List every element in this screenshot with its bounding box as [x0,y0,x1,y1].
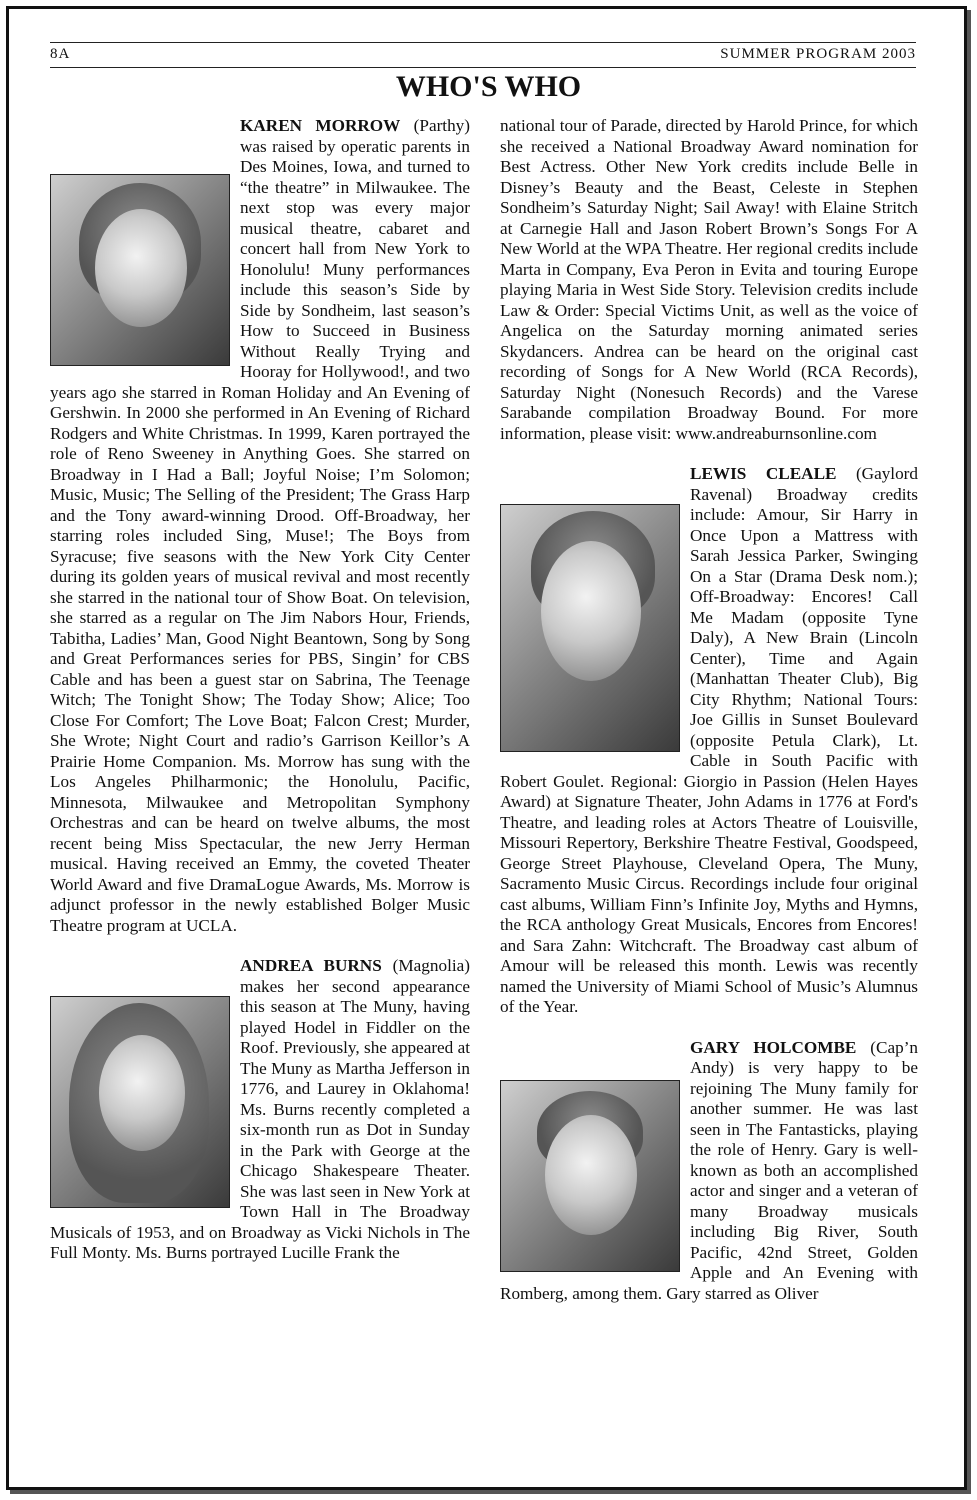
headshot-lewis-cleale [500,504,680,752]
bio-text: (Magnolia) makes her second appearance this season at The Muny, having played Hodel in Fiddler on the Roof. Previously, she appeared at The Muny as Martha Jefferson in 1776, and Laurey in Oklahoma! Ms. Burns recently completed a six-month run as Dot in Sunday in the Park with George at the Chicago Shakespeare Theater. She was last seen in New York at Town Hall in The Broadway Musicals of 1953, and on Broadway as Vicki Nichols in The Full Monty. Ms. Burns portrayed Lucille Frank the [50,956,470,1262]
page-header [50,42,916,68]
page-title: WHO'S WHO [395,70,582,103]
bio-name: GARY HOLCOMBE [690,1037,857,1057]
headshot-gary-holcombe [500,1080,680,1272]
left-column [50,116,470,1264]
bio-text: (Parthy) was raised by operatic parents in Des Moines, Iowa, and turned to “the theatre” in Milwaukee. The next stop was every major musical theatre, cabaret and concert hall from New York to Honolulu! Muny performances include this season’s Side by Side by Sondheim, last season’s How to Succeed in Business Without Really Trying and Hooray for Hollywood!, and two years ago she starred in Roman Holiday and An Evening of Gershwin. In 2000 she performed in An Evening of Richard Rodgers and White Christmas. In 1999, Karen portrayed the role of Reno Sweeney in Anything Goes. She starred on Broadway in I Had a Ball; Joyful Noise; I’m Solomon; Music, Music; The Selling of the President; The Grass Harp and the Tony award-winning Drood. Off-Broadway, her starring roles included Sing, Muse!; The Boys from Syracuse; five seasons with the New York City Center during its golden years of musical revival and most recently she starred in the national tour of Show Boat. On television, she starred as a regular on The Jim Nabors Hour, Friends, Tabitha, Ladies’ Man, Good Night Beantown, Song by Song and Great Performances series for PBS, Singin’ for CBS Cable and has been a guest star on Sabrina, The Teenage Witch; The Tonight Show; The Today Show; Alice; Too Close For Comfort; The Love Boat; Falcon Crest; Murder, She Wrote; Night Court and radio’s Garrison Keillor’s A Prairie Home Companion. Ms. Morrow has sung with the Los Angeles Philharmonic; the Honolulu, Pacific, Minnesota, Milwaukee and Metropolitan Symphony Orchestras and can be heard on twelve albums, the most recent being Miss Spectacular, the new Jerry Herman musical. Having received an Emmy, the coveted Theater World Award and five DramaLogue Awards, Ms. Morrow is adjunct professor in the newly established Bolger Music Theatre program at UCLA. [50,116,470,935]
page-number: 8A [50,46,71,62]
bio-name: ANDREA BURNS [240,956,382,975]
bio-text: (Cap’n Andy) is very happy to be rejoining The Muny family for another summer. He was last seen in The Fantasticks, playing the role of Henry. Gary is well-known as both an accomplished actor and singer and a veteran of many Broadway musicals including Big River, South Pacific, 42nd Street, Golden Apple and An Evening with Romberg, among them. Gary starred as Oliver [500,1037,919,1303]
bio-text: (Gaylord Ravenal) Broadway credits include: Amour, Sir Harry in Once Upon a Mattress with Sarah Jessica Parker, Swinging On a Star (Drama Desk nom.); Off-Broadway: Encores! Call Me Madam (opposite Tyne Daly), A New Brain (Lincoln Center), Time and Again (Manhattan Theater Club), Big City Rhythm; National Tours: Joe Gillis in Sunset Boulevard (opposite Petula Clark), Lt. Cable in South Pacific with Robert Goulet. Regional: Giorgio in Passion (Helen Hayes Award) at Signature Theater, John Adams in 1776 at Ford's Theatre, and leading roles at Actors Theatre of Louisville, Missouri Repertory, Berkshire Theatre Festival, Goodspeed, George Street Playhouse, Cleveland Opera, The Muny, Sacramento Music Circus. Recordings include four original cast albums, William Finn’s Infinite Joy, Myths and Hymns, the RCA anthology Great Musicals, Encores from Encores! and Sara Zahn: Witchcraft. The Broadway cast album of Amour will be released this month. Lewis was recently named the University of Miami School of Music’s Alumnus of the Year. [500,464,918,1016]
program-title: SUMMER PROGRAM 2003 [720,46,916,62]
headshot-andrea-burns [50,996,230,1208]
bio-name: KAREN MORROW [240,116,401,135]
bio-andrea-burns-continued: national tour of Parade, directed by Harold Prince, for which she received a National Broadway Award nomination for Best Actress. Other New York credits include Belle in Disney’s Beauty and the Beast, Celeste in Stephen Sondheim’s Saturday Night; Sail Away! with Elaine Stritch at Carnegie Hall and Jason Robert Brown’s Songs For A New World at the WPA Theatre. Her regional credits include Marta in Company, Eva Peron in Evita and touring Europe playing Maria in West Side Story. Television credits include Law & Order: Special Victims Unit, as well as the voice of Angelica on the Saturday morning animated series Skydancers. Andrea can be heard on the original cast recording of Songs for A New World (RCA Records), Saturday Night (Nonesuch Records) and the Varese Sarabande compilation Broadway Bound. For more information, please visit: www.andreaburnsonline.com [500,116,918,443]
bio-name: LEWIS CLEALE [690,464,837,483]
headshot-karen-morrow [50,174,230,366]
right-column [500,116,918,1304]
